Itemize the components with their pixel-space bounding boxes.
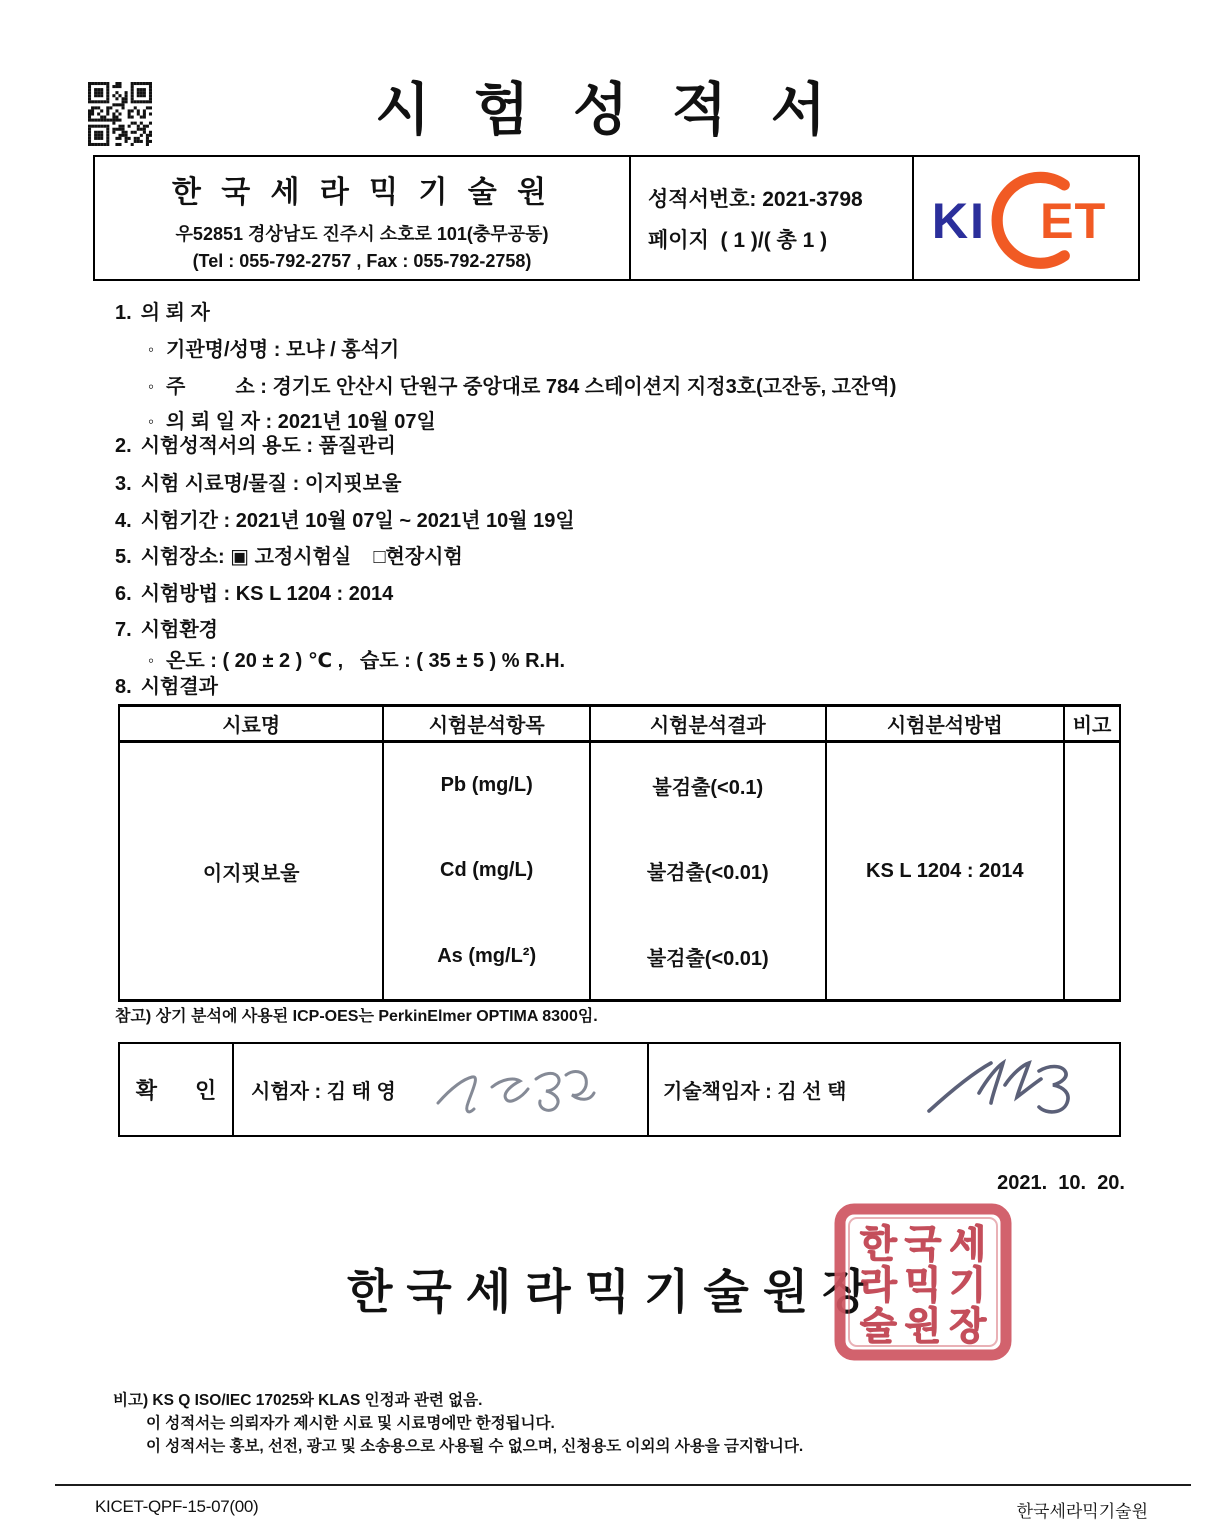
issue-date: 2021. 10. 20. <box>997 1172 1125 1194</box>
request-date-line: ◦ 의 뢰 일 자 : 2021년 10월 07일 <box>148 411 436 433</box>
footnote-1: 비고) KS Q ISO/IEC 17025와 KLAS 인정과 관련 없음. <box>113 1392 483 1409</box>
bullet-icon: ◦ <box>148 412 155 431</box>
bullet-icon: ◦ <box>148 651 155 670</box>
header-method: 시험분석방법 <box>826 706 1064 742</box>
footer-form-code: KICET-QPF-15-07(00) <box>95 1497 259 1516</box>
header-remark: 비고 <box>1064 706 1120 742</box>
result-cd: 불검출(<0.01) <box>646 862 769 885</box>
section-2-purpose: 2. 시험성적서의 용도 : 품질관리 <box>115 435 396 457</box>
bullet-icon: ◦ <box>148 340 155 359</box>
section-6-method: 6. 시험방법 : KS L 1204 : 2014 <box>115 583 394 605</box>
report-meta-cell <box>631 157 914 279</box>
manager-name: 기술책임자 : 김 선 택 <box>663 1081 847 1103</box>
footnote-3: 이 성적서는 홍보, 선전, 광고 및 소송용으로 사용될 수 없으며, 신청용도 이외의 사용을 금지합니다. <box>146 1438 804 1455</box>
header-result: 시험분석결과 <box>590 706 826 742</box>
item-cd: Cd (mg/L) <box>440 859 534 882</box>
svg-text:술원장: 술원장 <box>859 1306 995 1348</box>
item-pb: Pb (mg/L) <box>440 774 533 797</box>
svg-text:한국세: 한국세 <box>859 1224 995 1266</box>
svg-text:ET: ET <box>1040 192 1107 250</box>
report-number: 성적서번호: 2021-3798 <box>648 188 863 211</box>
section-4-period: 4. 시험기간 : 2021년 10월 07일 ~ 2021년 10월 19일 <box>115 510 575 532</box>
table-body-row <box>119 742 1120 1001</box>
tester-signature <box>432 1057 602 1127</box>
table-note: 참고) 상기 분석에 사용된 ICP-OES는 PerkinElmer OPTIMA 8300임. <box>115 1008 598 1025</box>
section-5-location: 5. 시험장소: ▣ 고정시험실 □현장시험 <box>115 546 463 568</box>
section-3-sample: 3. 시험 시료명/물질 : 이지핏보울 <box>115 473 402 495</box>
official-seal <box>833 1202 1013 1362</box>
footnotes <box>113 1389 803 1458</box>
table-header-row <box>119 706 1120 742</box>
manager-signature <box>921 1049 1101 1133</box>
org-address: 우52851 경상남도 진주시 소호로 101(충무공동) <box>175 223 549 244</box>
tester-name: 시험자 : 김 태 영 <box>251 1081 396 1103</box>
remark-cell <box>1064 742 1120 1001</box>
footer-divider <box>55 1484 1191 1486</box>
logo-cell <box>914 157 1138 279</box>
sample-name-cell: 이지핏보울 <box>119 742 383 1001</box>
footnote-2: 이 성적서는 의뢰자가 제시한 시료 및 시료명에만 한정됩니다. <box>146 1415 555 1432</box>
bullet-icon: ◦ <box>148 377 155 396</box>
header-box <box>93 155 1140 281</box>
manager-cell <box>649 1044 1119 1135</box>
analysis-item-cell <box>383 742 590 1001</box>
confirm-label: 확 인 <box>120 1044 234 1135</box>
client-name-line: ◦ 기관명/성명 : 모냐 / 홍석기 <box>148 339 400 361</box>
kicet-logo-icon <box>928 164 1124 272</box>
client-address-line: ◦ 주 소 : 경기도 안산시 단원구 중앙대로 784 스테이션지 지정3호(고잔동, 고잔역) <box>148 376 897 398</box>
issuing-org-cell <box>95 157 631 279</box>
org-tel-fax: (Tel : 055-792-2757 , Fax : 055-792-2758) <box>192 250 532 271</box>
tester-cell <box>234 1044 649 1135</box>
environment-values-line: ◦ 온도 : ( 20 ± 2 ) ℃ , 습도 : ( 35 ± 5 ) % R.H. <box>148 650 566 672</box>
confirmation-box <box>118 1042 1121 1137</box>
svg-text:KI: KI <box>931 192 986 250</box>
analysis-result-cell <box>590 742 826 1001</box>
section-7-environment: 7. 시험환경 <box>115 619 218 641</box>
issuer-title: 한국세라믹기술원장 <box>347 1265 882 1318</box>
header-sample: 시료명 <box>119 706 383 742</box>
section-8-results: 8. 시험결과 <box>115 676 218 698</box>
item-as: As (mg/L²) <box>437 944 537 967</box>
footer-org-name: 한국세라믹기술원 <box>1016 1502 1148 1521</box>
org-name: 한 국 세 라 믹 기 술 원 <box>171 175 553 209</box>
document-title: 시 험 성 적 서 <box>375 78 840 142</box>
result-table <box>118 704 1121 1002</box>
svg-text:라믹기: 라믹기 <box>859 1265 995 1307</box>
result-pb: 불검출(<0.1) <box>652 777 764 800</box>
result-as: 불검출(<0.01) <box>646 947 769 970</box>
page-indicator: 페이지 ( 1 )/( 총 1 ) <box>648 229 828 252</box>
header-item: 시험분석항목 <box>383 706 590 742</box>
section-1-client: 1. 의 뢰 자 <box>115 302 210 324</box>
analysis-method-cell: KS L 1204 : 2014 <box>826 742 1064 1001</box>
